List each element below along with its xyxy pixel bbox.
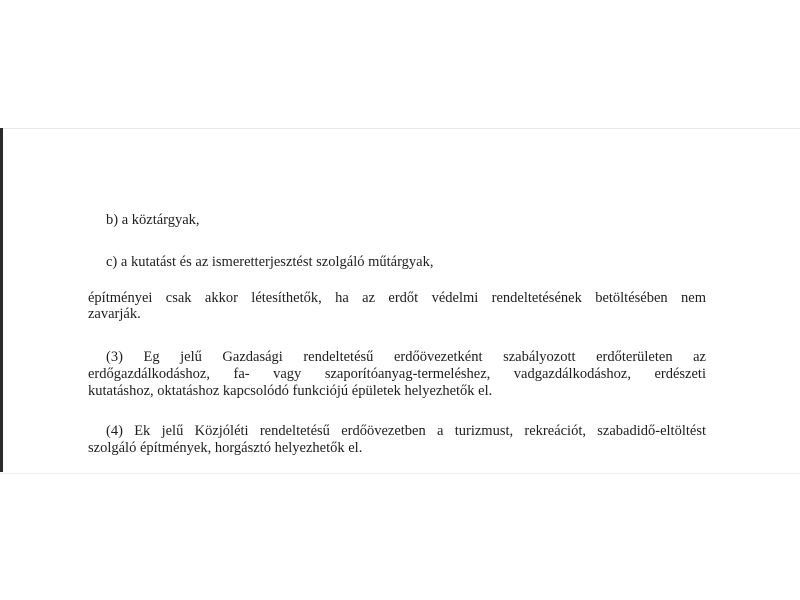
paragraph-3-line-1: (3) Eg jelű Gazdasági rendeltetésű erdőövezetként szabályozott erdőterületen az (106, 349, 706, 365)
paragraph-1-line-2: zavarják. (88, 306, 141, 322)
scan-left-edge (0, 128, 3, 472)
list-item-c: c) a kutatást és az ismeretterjesztést szolgáló műtárgyak, (106, 254, 434, 270)
paragraph-1-line-1: építményei csak akkor létesíthetők, ha az erdőt védelmi rendeltetésének betöltésében nem (88, 290, 706, 306)
paragraph-4-line-2: szolgáló építmények, horgásztó helyezhetők el. (88, 440, 363, 456)
paragraph-3-line-3: kutatáshoz, oktatáshoz kapcsolódó funkciójú épületek helyezhetők el. (88, 383, 493, 399)
list-item-b: b) a köztárgyak, (106, 212, 200, 228)
paragraph-3-line-2: erdőgazdálkodáshoz, fa- vagy szaporítóanyag-termeléshez, vadgazdálkodáshoz, erdészeti (88, 366, 706, 382)
paragraph-4-line-1: (4) Ek jelű Közjóléti rendeltetésű erdőövezetben a turizmust, rekreációt, szabadidő-eltöltést (106, 423, 706, 439)
